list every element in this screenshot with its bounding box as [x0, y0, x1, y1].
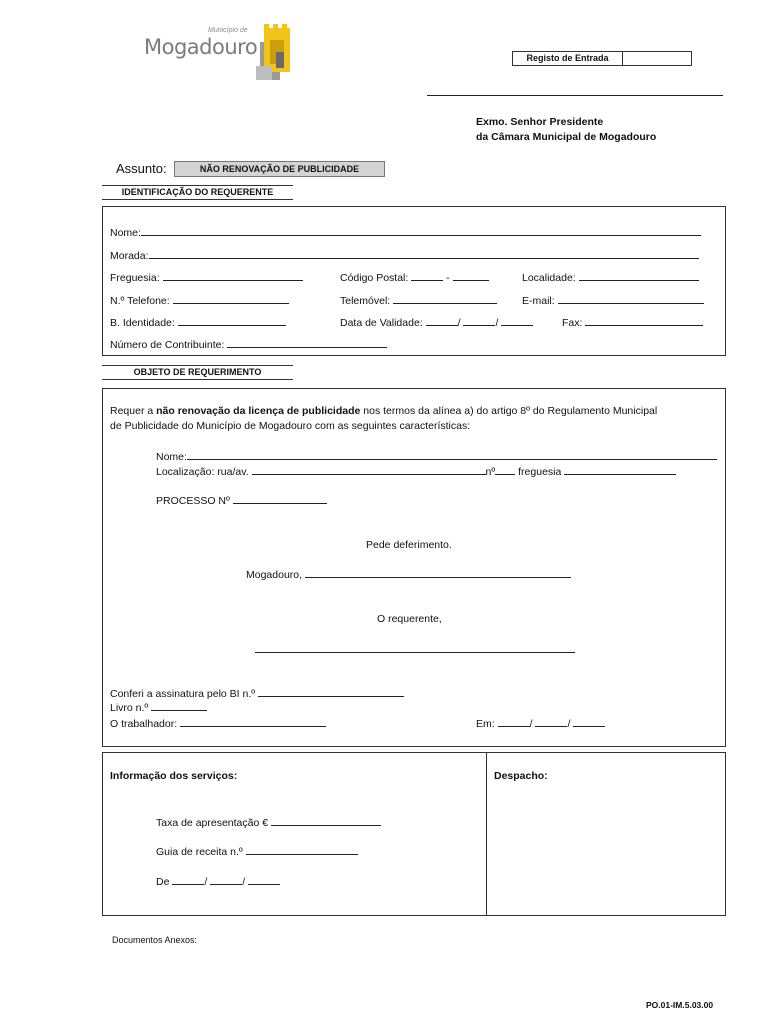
email-field[interactable] [522, 294, 704, 307]
contribuinte-label: Número de Contribuinte: [110, 339, 225, 351]
requer-bold: não renovação da licença de publicidade [156, 405, 361, 417]
validade-label: Data de Validade: [340, 317, 423, 329]
address-line [427, 95, 723, 96]
fax-field[interactable] [562, 316, 703, 329]
nome-label: Nome: [110, 227, 141, 239]
requer-prefix: Requer a [110, 405, 157, 417]
despacho-title: Despacho: [494, 770, 548, 782]
document-code: PO.01-IM.5.03.00 [646, 1000, 714, 1010]
em-date-field[interactable]: Em: / / [476, 717, 605, 730]
codigo-postal-field[interactable]: Código Postal: - [340, 271, 489, 284]
documentos-anexos: Documentos Anexos: [112, 935, 198, 945]
assunto-label: Assunto: [116, 161, 167, 176]
trabalhador-label: O trabalhador: [110, 718, 178, 730]
telefone-field[interactable] [110, 294, 289, 307]
numero-label: nº [485, 466, 496, 478]
processo-label: PROCESSO Nº [156, 495, 230, 507]
objeto-freguesia-label: freguesia [518, 466, 562, 478]
nome-field[interactable] [110, 226, 701, 239]
freguesia-label: Freguesia: [110, 272, 160, 284]
addressee-line-2: da Câmara Municipal de Mogadouro [476, 131, 657, 143]
morada-field[interactable] [110, 249, 699, 262]
de-label: De [156, 876, 170, 888]
signature-line[interactable] [255, 652, 575, 653]
requer-suffix: nos termos da alínea a) do artigo 8º do Regulamento Municipal [360, 405, 658, 417]
livro-field[interactable] [110, 701, 207, 714]
conferi-label: Conferi a assinatura pelo BI n.º [110, 688, 256, 700]
codigo-postal-label: Código Postal: [340, 272, 409, 284]
validade-field[interactable]: Data de Validade: / / [340, 316, 533, 329]
taxa-field[interactable] [156, 816, 381, 829]
identidade-label: B. Identidade: [110, 317, 175, 329]
localidade-label: Localidade: [522, 272, 576, 284]
localidade-field[interactable] [522, 271, 699, 284]
em-label: Em: [476, 718, 495, 730]
identificacao-title: IDENTIFICAÇÃO DO REQUERENTE [102, 185, 293, 200]
o-requerente: O requerente, [377, 613, 442, 625]
addressee-line-1: Exmo. Senhor Presidente [476, 116, 604, 128]
assunto-value: NÃO RENOVAÇÃO DE PUBLICIDADE [174, 161, 385, 177]
conferi-field[interactable] [110, 687, 404, 700]
identidade-field[interactable] [110, 316, 286, 329]
objeto-nome-field[interactable] [156, 450, 717, 463]
telemovel-label: Telemóvel: [340, 295, 391, 307]
servicos-divider [486, 752, 487, 916]
guia-label: Guia de receita n.º [156, 846, 243, 858]
requer-paragraph-line1 [110, 405, 657, 417]
informacao-servicos-title: Informação dos serviços: [110, 770, 238, 782]
logo-mogadouro-text: Mogadouro [144, 35, 258, 59]
telefone-label: N.º Telefone: [110, 295, 170, 307]
localizacao-field[interactable] [156, 465, 676, 478]
morada-label: Morada: [110, 250, 149, 262]
email-label: E-mail: [522, 295, 555, 307]
livro-label: Livro n.º [110, 702, 149, 714]
logo-municipio-text: Município de [208, 27, 248, 34]
fax-label: Fax: [562, 317, 583, 329]
freguesia-field[interactable] [110, 271, 303, 284]
contribuinte-field[interactable] [110, 338, 387, 351]
objeto-title: OBJETO DE REQUERIMENTO [102, 365, 293, 380]
registo-entrada-label: Registo de Entrada [513, 52, 623, 65]
guia-field[interactable] [156, 845, 358, 858]
telemovel-field[interactable] [340, 294, 497, 307]
objeto-nome-label: Nome: [156, 451, 187, 463]
pede-deferimento: Pede deferimento. [366, 539, 452, 551]
castle-tower-icon [250, 22, 296, 80]
registo-entrada-box [512, 51, 692, 66]
mogadouro-label: Mogadouro, [246, 569, 303, 581]
trabalhador-field[interactable] [110, 717, 326, 730]
requer-paragraph-line2: de Publicidade do Município de Mogadouro com as seguintes características: [110, 420, 471, 432]
processo-field[interactable] [156, 494, 327, 507]
taxa-label: Taxa de apresentação € [156, 817, 269, 829]
mogadouro-date-field[interactable] [246, 568, 571, 581]
municipality-logo [142, 22, 302, 84]
localizacao-label: Localização: rua/av. [156, 466, 249, 478]
de-date-field[interactable]: De / / [156, 875, 280, 888]
